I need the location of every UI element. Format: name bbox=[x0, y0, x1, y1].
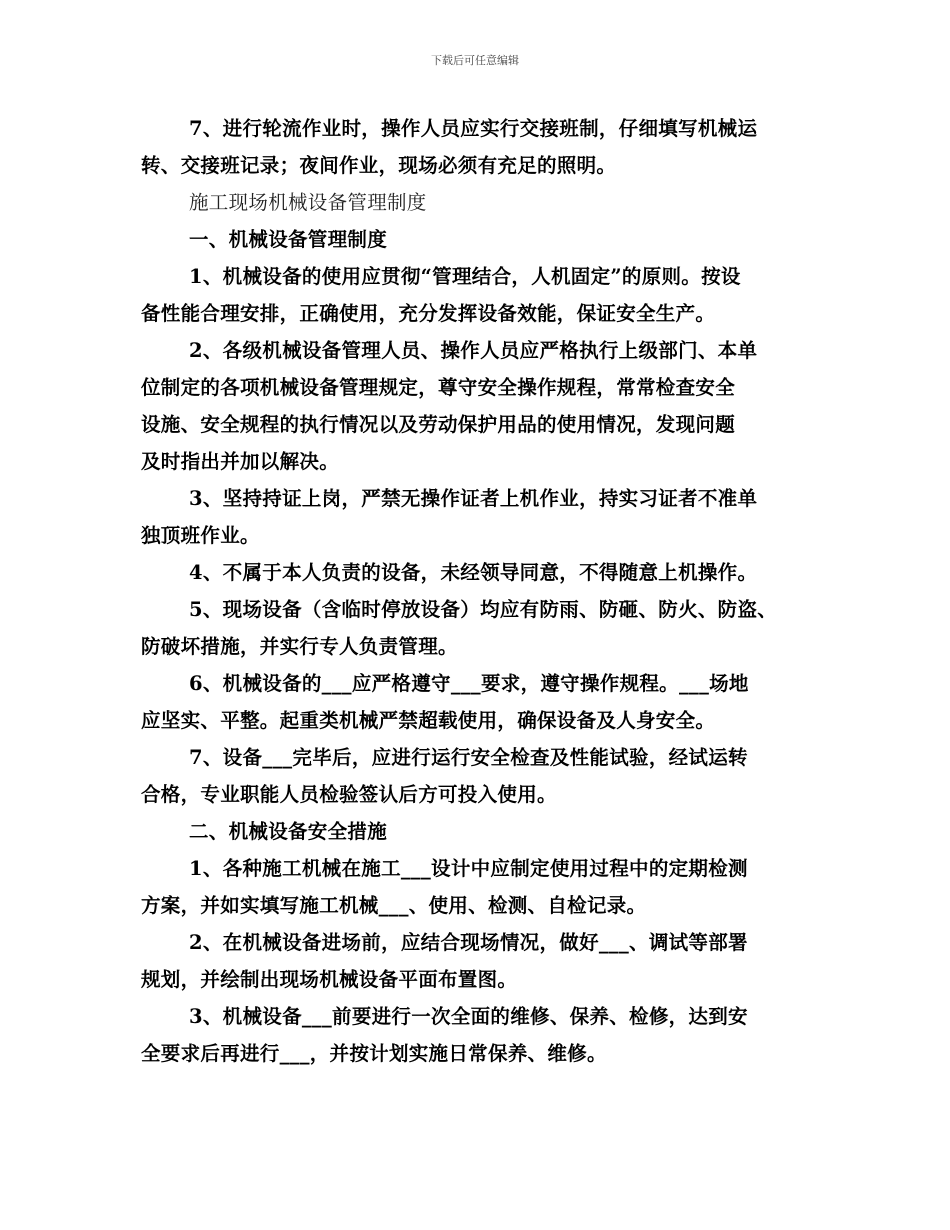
text-line: 7、进行轮流作业时，操作人员应实行交接班制，仔细填写机械运 bbox=[189, 117, 758, 140]
text-line: 3、机械设备___前要进行一次全面的维修、保养、检修，达到安 bbox=[189, 1005, 748, 1028]
text-line: 位制定的各项机械设备管理规定，尊守安全操作规程，常常检查安全 bbox=[141, 376, 736, 399]
document-body bbox=[141, 110, 825, 1072]
text-line: 一、机械设备管理制度 bbox=[189, 228, 388, 251]
text-line: 及时指出并加以解决。 bbox=[141, 450, 340, 473]
text-line: 规划，并绘制出现场机械设备平面布置图。 bbox=[141, 968, 518, 991]
page-header: 下载后可任意编辑 bbox=[431, 54, 519, 67]
document-subtitle: 施工现场机械设备管理制度 bbox=[189, 191, 427, 214]
text-line: 3、坚持持证上岗，严禁无操作证者上机作业，持实习证者不准单 bbox=[189, 487, 758, 510]
text-line: 方案，并如实填写施工机械___、使用、检测、自检记录。 bbox=[141, 894, 647, 917]
text-line: 全要求后再进行___，并按计划实施日常保养、维修。 bbox=[141, 1042, 607, 1065]
text-line: 备性能合理安排，正确使用，充分发挥设备效能，保证安全生产。 bbox=[141, 302, 716, 325]
text-line: 独顶班作业。 bbox=[141, 524, 260, 547]
text-line: 应坚实、平整。起重类机械严禁超载使用，确保设备及人身安全。 bbox=[141, 709, 716, 732]
text-line: 6、机械设备的___应严格遵守___要求，遵守操作规程。___场地 bbox=[189, 672, 749, 695]
text-line: 1、各种施工机械在施工___设计中应制定使用过程中的定期检测 bbox=[189, 857, 748, 880]
text-line: 设施、安全规程的执行情况以及劳动保护用品的使用情况，发现问题 bbox=[141, 413, 736, 436]
text-line: 1、机械设备的使用应贯彻“管理结合，人机固定”的原则。按设 bbox=[189, 265, 741, 288]
text-line: 二、机械设备安全措施 bbox=[189, 820, 388, 843]
text-line: 防破坏措施，并实行专人负责管理。 bbox=[141, 635, 458, 658]
text-line: 5、现场设备（含临时停放设备）均应有防雨、防砸、防火、防盗、 bbox=[189, 598, 778, 621]
text-line: 合格，专业职能人员检验签认后方可投入使用。 bbox=[141, 783, 557, 806]
text-line: 4、不属于本人负责的设备，未经领导同意，不得随意上机操作。 bbox=[189, 561, 758, 584]
text-line: 2、各级机械设备管理人员、操作人员应严格执行上级部门、本单 bbox=[189, 339, 758, 362]
text-line: 2、在机械设备进场前，应结合现场情况，做好___、调试等部署 bbox=[189, 931, 748, 954]
text-line: 转、交接班记录；夜间作业，现场必须有充足的照明。 bbox=[141, 154, 617, 177]
text-line: 7、设备___完毕后，应进行运行安全检查及性能试验，经试运转 bbox=[189, 746, 748, 769]
